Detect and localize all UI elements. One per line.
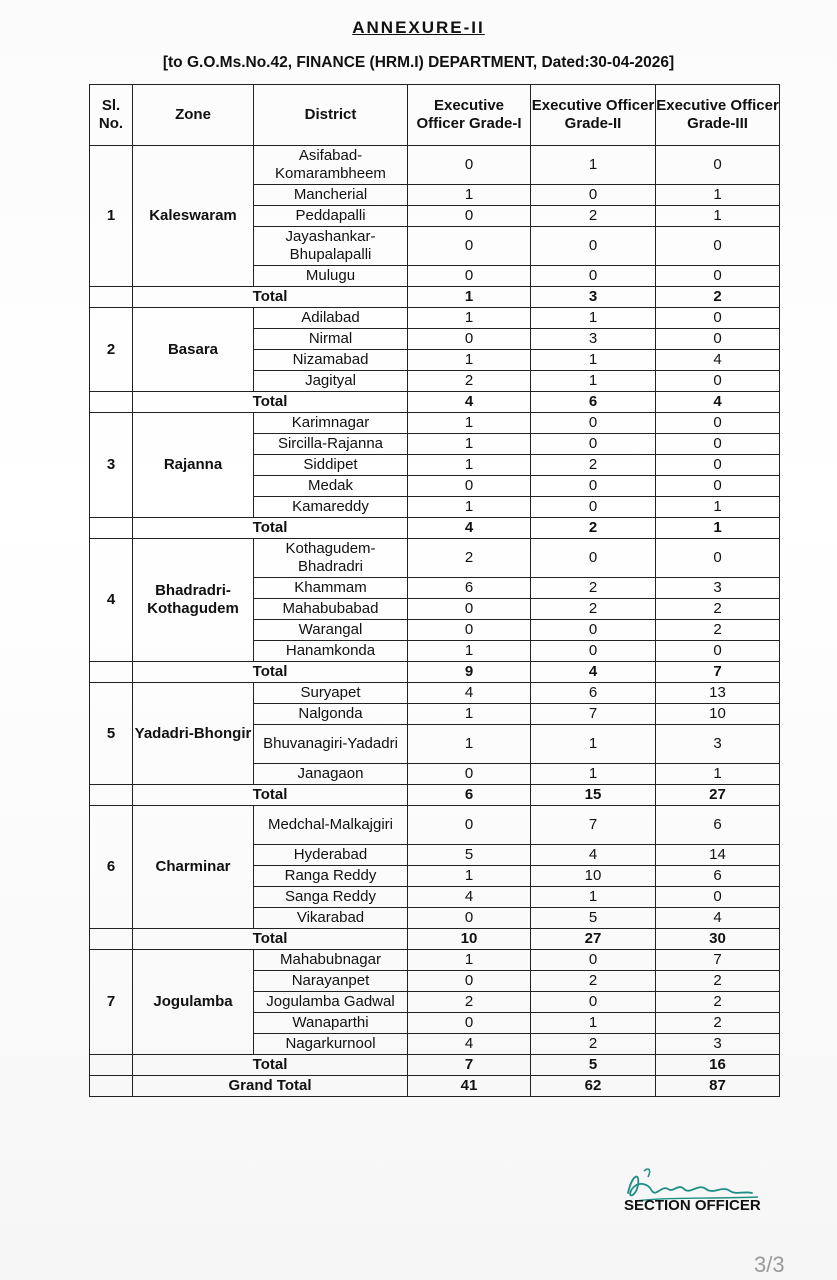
- grade-2-count: 0: [531, 950, 656, 971]
- district-name: Kothagudem-Bhadradri: [254, 539, 408, 578]
- district-name: Peddapalli: [254, 206, 408, 227]
- grade-1-count: 1: [408, 434, 531, 455]
- grade-3-count: 6: [656, 806, 780, 845]
- grade-2-count: 0: [531, 641, 656, 662]
- district-row: [90, 683, 780, 704]
- total-label: Total: [133, 1055, 408, 1076]
- grand-total-row: [90, 1076, 780, 1097]
- grade-3-count: 1: [656, 497, 780, 518]
- grade-3-count: 0: [656, 455, 780, 476]
- grade-1-count: 0: [408, 971, 531, 992]
- grade-3-count: 0: [656, 308, 780, 329]
- grade-2-count: 0: [531, 185, 656, 206]
- district-name: Suryapet: [254, 683, 408, 704]
- zone-serial-number: 3: [90, 413, 133, 518]
- grade-2-count: 5: [531, 908, 656, 929]
- grade-2-count: 2: [531, 599, 656, 620]
- total-grade-2: 27: [531, 929, 656, 950]
- grade-1-count: 2: [408, 539, 531, 578]
- district-name: Nizamabad: [254, 350, 408, 371]
- total-grade-2: 15: [531, 785, 656, 806]
- header-zone: Zone: [133, 85, 254, 146]
- district-name: Sanga Reddy: [254, 887, 408, 908]
- annexure-subtitle: [to G.O.Ms.No.42, FINANCE (HRM.I) DEPARTMENT, Dated:30-04-2026]: [162, 54, 675, 71]
- grade-1-count: 0: [408, 227, 531, 266]
- grade-1-count: 0: [408, 329, 531, 350]
- officer-distribution-table: [89, 84, 780, 1097]
- grade-2-count: 0: [531, 434, 656, 455]
- district-name: Ranga Reddy: [254, 866, 408, 887]
- grade-2-count: 2: [531, 1034, 656, 1055]
- grade-2-count: 7: [531, 806, 656, 845]
- grade-3-count: 2: [656, 992, 780, 1013]
- grade-2-count: 0: [531, 620, 656, 641]
- district-row: [90, 146, 780, 185]
- grade-3-count: 0: [656, 329, 780, 350]
- district-name: Nirmal: [254, 329, 408, 350]
- grade-3-count: 0: [656, 413, 780, 434]
- district-name: Nagarkurnool: [254, 1034, 408, 1055]
- district-name: Hyderabad: [254, 845, 408, 866]
- grade-3-count: 4: [656, 908, 780, 929]
- zone-name: Charminar: [133, 806, 254, 929]
- total-grade-2: 6: [531, 392, 656, 413]
- grade-2-count: 1: [531, 350, 656, 371]
- zone-total-row: [90, 929, 780, 950]
- grade-2-count: 2: [531, 578, 656, 599]
- header-grade-1: Executive Officer Grade-I: [408, 85, 531, 146]
- grade-2-count: 0: [531, 992, 656, 1013]
- grade-2-count: 2: [531, 971, 656, 992]
- total-grade-3: 7: [656, 662, 780, 683]
- grand-total-grade-2: 62: [531, 1076, 656, 1097]
- grade-1-count: 0: [408, 476, 531, 497]
- total-grade-3: 2: [656, 287, 780, 308]
- grade-3-count: 0: [656, 371, 780, 392]
- grade-2-count: 2: [531, 455, 656, 476]
- total-grade-1: 9: [408, 662, 531, 683]
- district-name: Nalgonda: [254, 704, 408, 725]
- district-name: Bhuvanagiri-Yadadri: [254, 725, 408, 764]
- empty-cell: [90, 929, 133, 950]
- total-grade-1: 10: [408, 929, 531, 950]
- grade-1-count: 1: [408, 641, 531, 662]
- grade-2-count: 10: [531, 866, 656, 887]
- grade-3-count: 3: [656, 578, 780, 599]
- grade-3-count: 0: [656, 146, 780, 185]
- grade-1-count: 1: [408, 866, 531, 887]
- grade-2-count: 1: [531, 371, 656, 392]
- total-grade-2: 3: [531, 287, 656, 308]
- zone-serial-number: 1: [90, 146, 133, 287]
- grade-2-count: 1: [531, 764, 656, 785]
- header-district: District: [254, 85, 408, 146]
- grand-total-grade-3: 87: [656, 1076, 780, 1097]
- grade-2-count: 0: [531, 413, 656, 434]
- zone-name: Kaleswaram: [133, 146, 254, 287]
- section-officer-label: SECTION OFFICER: [624, 1197, 761, 1214]
- total-grade-2: 4: [531, 662, 656, 683]
- total-label: Total: [133, 518, 408, 539]
- zone-serial-number: 4: [90, 539, 133, 662]
- grade-1-count: 0: [408, 908, 531, 929]
- empty-cell: [90, 1055, 133, 1076]
- district-name: Jagityal: [254, 371, 408, 392]
- total-label: Total: [133, 929, 408, 950]
- grade-1-count: 0: [408, 620, 531, 641]
- zone-serial-number: 2: [90, 308, 133, 392]
- grade-3-count: 4: [656, 350, 780, 371]
- empty-cell: [90, 518, 133, 539]
- grade-2-count: 6: [531, 683, 656, 704]
- grade-3-count: 1: [656, 764, 780, 785]
- grade-2-count: 1: [531, 308, 656, 329]
- zone-total-row: [90, 785, 780, 806]
- zone-total-row: [90, 392, 780, 413]
- grade-1-count: 0: [408, 266, 531, 287]
- grade-2-count: 0: [531, 476, 656, 497]
- grade-3-count: 0: [656, 227, 780, 266]
- grade-3-count: 7: [656, 950, 780, 971]
- total-grade-1: 7: [408, 1055, 531, 1076]
- zone-name: Rajanna: [133, 413, 254, 518]
- zone-total-row: [90, 662, 780, 683]
- zone-serial-number: 6: [90, 806, 133, 929]
- zone-name: Bhadradri-Kothagudem: [133, 539, 254, 662]
- total-grade-1: 4: [408, 392, 531, 413]
- grade-1-count: 0: [408, 1013, 531, 1034]
- total-label: Total: [133, 287, 408, 308]
- total-grade-1: 4: [408, 518, 531, 539]
- grade-3-count: 2: [656, 1013, 780, 1034]
- empty-cell: [90, 662, 133, 683]
- district-name: Khammam: [254, 578, 408, 599]
- annexure-title: ANNEXURE-II: [352, 18, 485, 37]
- grade-3-count: 6: [656, 866, 780, 887]
- district-name: Adilabad: [254, 308, 408, 329]
- district-name: Medak: [254, 476, 408, 497]
- grade-2-count: 0: [531, 539, 656, 578]
- grade-1-count: 6: [408, 578, 531, 599]
- district-name: Vikarabad: [254, 908, 408, 929]
- grade-2-count: 1: [531, 725, 656, 764]
- zone-total-row: [90, 518, 780, 539]
- district-name: Warangal: [254, 620, 408, 641]
- grade-1-count: 0: [408, 764, 531, 785]
- grade-2-count: 7: [531, 704, 656, 725]
- grade-3-count: 2: [656, 971, 780, 992]
- grade-2-count: 0: [531, 266, 656, 287]
- grade-1-count: 1: [408, 350, 531, 371]
- grade-1-count: 2: [408, 371, 531, 392]
- total-label: Total: [133, 785, 408, 806]
- grade-1-count: 5: [408, 845, 531, 866]
- total-grade-3: 27: [656, 785, 780, 806]
- total-grade-2: 5: [531, 1055, 656, 1076]
- total-grade-3: 30: [656, 929, 780, 950]
- grand-total-label: Grand Total: [133, 1076, 408, 1097]
- district-name: Medchal-Malkajgiri: [254, 806, 408, 845]
- zone-total-row: [90, 287, 780, 308]
- grade-2-count: 3: [531, 329, 656, 350]
- grade-2-count: 1: [531, 146, 656, 185]
- district-name: Wanaparthi: [254, 1013, 408, 1034]
- grade-1-count: 1: [408, 950, 531, 971]
- grade-2-count: 0: [531, 497, 656, 518]
- grade-2-count: 0: [531, 227, 656, 266]
- grade-1-count: 1: [408, 725, 531, 764]
- grade-3-count: 3: [656, 725, 780, 764]
- header-slno: Sl. No.: [90, 85, 133, 146]
- page-number: 3/3: [754, 1252, 785, 1277]
- district-name: Siddipet: [254, 455, 408, 476]
- district-name: Kamareddy: [254, 497, 408, 518]
- grade-3-count: 0: [656, 641, 780, 662]
- grade-3-count: 0: [656, 887, 780, 908]
- grade-3-count: 0: [656, 476, 780, 497]
- district-name: Asifabad-Komarambheem: [254, 146, 408, 185]
- district-name: Jayashankar-Bhupalapalli: [254, 227, 408, 266]
- zone-total-row: [90, 1055, 780, 1076]
- grade-1-count: 4: [408, 683, 531, 704]
- header-grade-3: Executive Officer Grade-III: [656, 85, 780, 146]
- district-name: Mahabubabad: [254, 599, 408, 620]
- grade-3-count: 0: [656, 434, 780, 455]
- grade-3-count: 0: [656, 266, 780, 287]
- grade-1-count: 4: [408, 1034, 531, 1055]
- zone-name: Yadadri-Bhongir: [133, 683, 254, 785]
- table-header-row: [90, 85, 780, 146]
- grade-3-count: 1: [656, 206, 780, 227]
- district-row: [90, 413, 780, 434]
- grade-1-count: 0: [408, 599, 531, 620]
- grade-3-count: 10: [656, 704, 780, 725]
- grade-1-count: 1: [408, 704, 531, 725]
- district-name: Mancherial: [254, 185, 408, 206]
- grade-1-count: 1: [408, 455, 531, 476]
- zone-name: Basara: [133, 308, 254, 392]
- grade-3-count: 2: [656, 620, 780, 641]
- grade-1-count: 0: [408, 146, 531, 185]
- grade-3-count: 2: [656, 599, 780, 620]
- grade-2-count: 4: [531, 845, 656, 866]
- grade-1-count: 0: [408, 806, 531, 845]
- grade-1-count: 4: [408, 887, 531, 908]
- grade-1-count: 1: [408, 497, 531, 518]
- total-grade-3: 4: [656, 392, 780, 413]
- total-grade-3: 1: [656, 518, 780, 539]
- grade-2-count: 1: [531, 887, 656, 908]
- district-name: Jogulamba Gadwal: [254, 992, 408, 1013]
- grade-3-count: 0: [656, 539, 780, 578]
- zone-serial-number: 5: [90, 683, 133, 785]
- grade-3-count: 3: [656, 1034, 780, 1055]
- empty-cell: [90, 392, 133, 413]
- total-grade-3: 16: [656, 1055, 780, 1076]
- district-row: [90, 806, 780, 845]
- district-name: Sircilla-Rajanna: [254, 434, 408, 455]
- grade-3-count: 14: [656, 845, 780, 866]
- empty-cell: [90, 287, 133, 308]
- district-name: Mulugu: [254, 266, 408, 287]
- district-name: Hanamkonda: [254, 641, 408, 662]
- district-row: [90, 950, 780, 971]
- grade-2-count: 1: [531, 1013, 656, 1034]
- district-name: Mahabubnagar: [254, 950, 408, 971]
- total-label: Total: [133, 662, 408, 683]
- total-grade-1: 1: [408, 287, 531, 308]
- grade-1-count: 2: [408, 992, 531, 1013]
- header-grade-2: Executive Officer Grade-II: [531, 85, 656, 146]
- empty-cell: [90, 785, 133, 806]
- grade-2-count: 2: [531, 206, 656, 227]
- district-row: [90, 308, 780, 329]
- district-name: Janagaon: [254, 764, 408, 785]
- grade-1-count: 1: [408, 308, 531, 329]
- grade-1-count: 0: [408, 206, 531, 227]
- table-body: [90, 146, 780, 1097]
- grand-total-grade-1: 41: [408, 1076, 531, 1097]
- grade-1-count: 1: [408, 185, 531, 206]
- total-grade-1: 6: [408, 785, 531, 806]
- total-label: Total: [133, 392, 408, 413]
- grade-3-count: 1: [656, 185, 780, 206]
- district-row: [90, 539, 780, 578]
- grade-3-count: 13: [656, 683, 780, 704]
- district-name: Karimnagar: [254, 413, 408, 434]
- total-grade-2: 2: [531, 518, 656, 539]
- empty-cell: [90, 1076, 133, 1097]
- district-name: Narayanpet: [254, 971, 408, 992]
- grade-1-count: 1: [408, 413, 531, 434]
- zone-serial-number: 7: [90, 950, 133, 1055]
- zone-name: Jogulamba: [133, 950, 254, 1055]
